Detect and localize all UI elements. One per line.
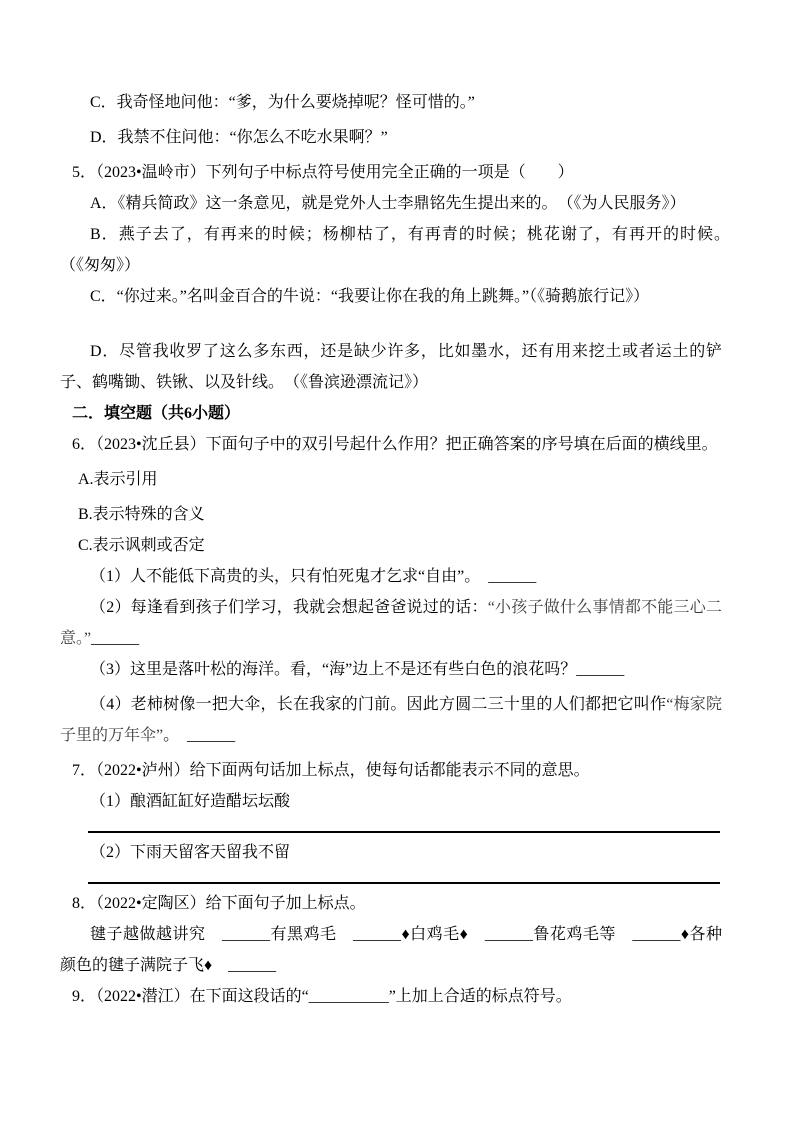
item-2-quote: “小孩子做什么事情都不能三心二意。” xyxy=(60,599,722,647)
question-4-option-d: D．我禁不住问他：“你怎么不吃水果啊？” xyxy=(90,129,388,146)
section-2-heading: 二．填空题（共6小题） xyxy=(72,405,241,422)
question-8-stem: 8．（2022•定陶区）给下面句子加上标点。 xyxy=(72,895,366,912)
answer-line xyxy=(88,882,720,884)
answer-line xyxy=(88,831,720,833)
question-5-stem: 5．（2023•温岭市）下列句子中标点符号使用完全正确的一项是（ ） xyxy=(72,164,574,181)
question-6-item-3: （3）这里是落叶松的海洋。看，“海”边上不是还有些白色的浪花吗？______ xyxy=(90,661,625,678)
question-6-choice-b: B.表示特殊的含义 xyxy=(78,506,205,523)
question-6-item-4 xyxy=(60,689,722,751)
question-6-stem: 6．（2023•沈丘县）下面句子中的双引号起什么作用？把正确答案的序号填在后面的横线里。 xyxy=(72,436,718,453)
item-4-quote: “梅家院子里的万年伞” xyxy=(60,696,722,744)
question-6-item-1: （1）人不能低下高贵的头，只有怕死鬼才乞求“自由”。 ______ xyxy=(90,568,537,585)
item-4-lead: （4）老柿树像一把大伞，长在我家的门前。因此方圆二三十里的人们都把它叫作 xyxy=(90,696,667,713)
question-6-choice-a: A.表示引用 xyxy=(78,471,158,488)
question-6-choice-c: C.表示讽刺或否定 xyxy=(78,537,205,554)
question-9-stem: 9．（2022•潜江）在下面这段话的“__________”上加上合适的标点符号。 xyxy=(72,988,572,1005)
question-5-option-d: D．尽管我收罗了这么多东西，还是缺少许多，比如墨水，还有用来挖土或者运土的铲子、鹤嘴锄、铁锹、以及针线。 （《鲁滨逊漂流记》） xyxy=(60,343,722,391)
question-5-option-b: B．燕子去了，有再来的时候；杨柳枯了，有再青的时候；桃花谢了，有再开的时候。 （《匆匆》） xyxy=(60,226,739,274)
item-2-lead: （2）每逢看到孩子们学习，我就会想起爸爸说过的话： xyxy=(90,599,488,616)
question-6-item-2 xyxy=(60,592,722,654)
question-5-option-c: C．“你过来。”名叫金百合的牛说：“我要让你在我的角上跳舞。”（《骑鹅旅行记》） xyxy=(90,288,650,305)
question-4-option-c: C．我奇怪地问他：“爹，为什么要烧掉呢？怪可惜的。” xyxy=(90,94,475,111)
question-8-body: 毽子越做越讲究 ______有黑鸡毛 ______♦白鸡毛♦ ______鲁花鸡毛等 ______♦各种颜色的毽子满院子飞♦ ______ xyxy=(60,926,722,974)
item-4-tail: 。 ______ xyxy=(163,727,236,744)
question-7-item-1: （1）酿酒缸缸好造醋坛坛酸 xyxy=(90,793,291,810)
question-5-option-a: A．《精兵简政》这一条意见，就是党外人士李鼎铭先生提出来的。 （《为人民服务》） xyxy=(90,195,686,212)
question-7-item-2: （2）下雨天留客天留我不留 xyxy=(90,844,291,861)
question-7-stem: 7．（2022•泸州）给下面两句话加上标点，使每句话都能表示不同的意思。 xyxy=(72,762,590,779)
item-2-blank-line: ______ xyxy=(91,630,140,647)
